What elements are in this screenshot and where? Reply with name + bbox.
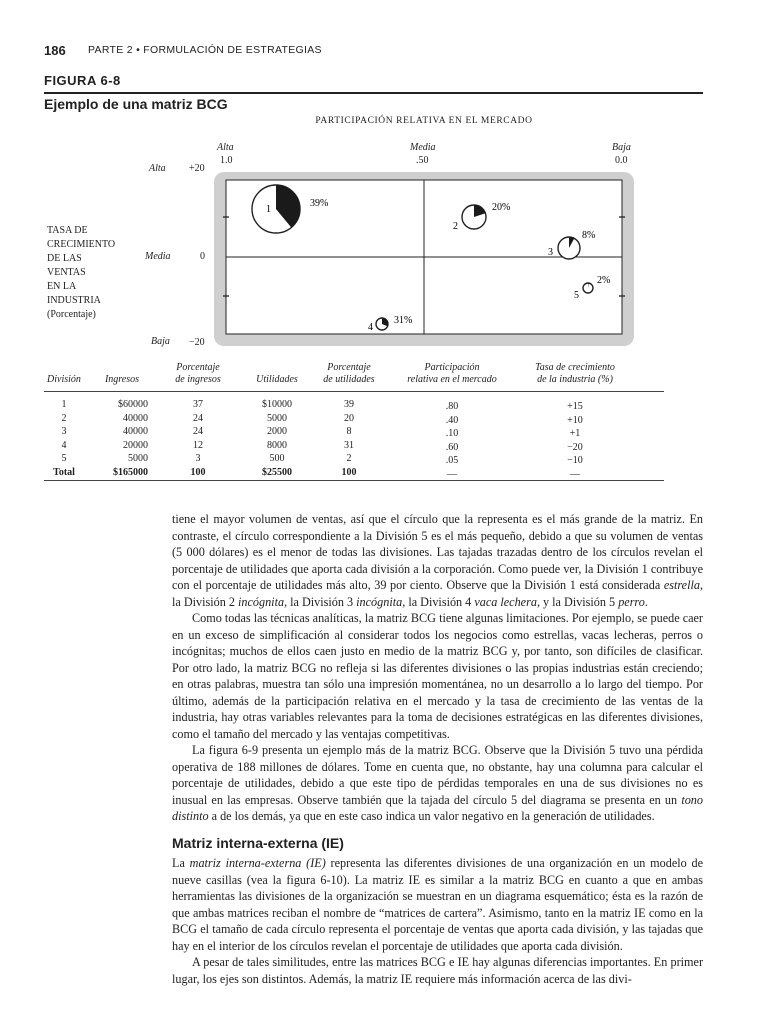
header-line: de ingresos — [175, 374, 221, 385]
division-id-label: 2 — [453, 221, 458, 232]
division-id-label: 4 — [368, 322, 373, 333]
table-cell: +10 — [567, 414, 583, 426]
term-incognita: incógnita — [356, 594, 403, 609]
table-total-cell: 100 — [341, 466, 357, 478]
page-number: 186 — [44, 43, 66, 58]
division-table — [44, 358, 664, 483]
division-id-label: 1 — [266, 204, 271, 215]
profit-percent-label: 8% — [582, 230, 596, 241]
table-cell: $60000 — [118, 399, 148, 410]
term-estrella: estrella — [663, 578, 700, 592]
table-cell: 20000 — [123, 439, 148, 451]
table-total-cell: 100 — [190, 466, 206, 478]
header-pct-ingresos — [156, 362, 240, 386]
y-axis-label — [47, 224, 115, 322]
bcg-matrix — [210, 168, 640, 350]
x-mark-media-name: Media — [410, 142, 436, 153]
column-participacion — [392, 400, 512, 481]
paragraph: A pesar de tales similitudes, entre las matrices BCG e IE hay algunas diferencias importantes. En primer lugar, los ejes son distintos. Además, la matriz IE requiere más información acerca de las divi- — [172, 955, 703, 986]
y-axis-label-line: DE LAS — [47, 253, 82, 264]
y-axis-label-line: CRECIMIENTO — [47, 239, 116, 250]
header-line: de utilidades — [323, 374, 375, 385]
table-cell: $10000 — [262, 399, 292, 410]
profit-percent-label: 31% — [394, 315, 413, 326]
table-total-cell: $25500 — [262, 466, 292, 478]
y-mark-alta-name: Alta — [149, 163, 166, 174]
header-line: Participación — [424, 362, 480, 373]
running-head: PARTE 2 • FORMULACIÓN DE ESTRATEGIAS — [88, 44, 322, 56]
table-cell: 8 — [346, 426, 352, 437]
table-cell: .10 — [445, 428, 459, 439]
column-utilidades — [244, 398, 310, 479]
table-cell: 24 — [193, 412, 203, 424]
y-mark-media-value: 0 — [200, 251, 205, 262]
table-cell: 8000 — [267, 439, 287, 451]
header-pct-utilidades — [314, 362, 384, 386]
header-tasa — [522, 362, 628, 386]
column-division — [44, 398, 84, 479]
table-cell: .80 — [445, 401, 459, 412]
paragraph: La figura 6-9 presenta un ejemplo más de la matriz BCG. Observe que la División 5 tuvo una pérdida operativa de 188 millones de dólares. Tome en cuenta que, no obstante, hay una columna para calcular el porcentaje de utilidades, debido a que este tipo de pérdidas temporales en una de sus divisiones no es inusual en las empresas. Observe también que la tajada del círculo 5 del diagrama se presenta en un tono distinto a de los demás, ya que en este caso indica un valor negativo en la generación de utilidades. — [172, 743, 703, 823]
x-mark-media-value: .50 — [416, 155, 429, 166]
table-cell: 20 — [344, 412, 354, 424]
table-cell: 39 — [344, 399, 354, 410]
figure-rule — [44, 92, 703, 94]
term-vaca-lechera: vaca lechera — [474, 594, 537, 609]
table-cell: 3 — [195, 453, 201, 464]
term-matriz-ie: matriz interna-externa (IE) — [189, 856, 326, 870]
header-line: Porcentaje — [176, 362, 220, 373]
section-heading: Matriz interna-externa (IE) — [172, 834, 344, 851]
table-cell: 2000 — [267, 426, 287, 437]
column-pct-ingresos — [156, 398, 240, 479]
column-ingresos — [96, 398, 148, 479]
table-cell: 500 — [269, 453, 285, 464]
figure-title: Ejemplo de una matriz BCG — [44, 96, 228, 112]
table-cell: 12 — [193, 439, 203, 451]
y-mark-baja-value: −20 — [189, 337, 205, 348]
table-cell: 37 — [193, 399, 203, 410]
y-mark-alta-value: +20 — [189, 163, 205, 174]
paragraph: tiene el mayor volumen de ventas, así que el círculo que la representa es el más grande de la matriz. En contraste, el círculo correspondiente a la División 5 es el más pequeño, debido a que su volumen de ventas (5 000 dólares) es el menor de todas las divisiones. Las tajadas trazadas dentro de los círculos revelan el porcentaje de utilidades que aporta cada división a la corporación. Como puede ver, la División 1 contribuye con el porcentaje de utilidades más alto, 39 por ciento. Observe que la División 1 está considerada estrella, la División 2 incógnita, la División 3 incógnita, la División 4 vaca lechera, y la División 5 perro. — [172, 512, 703, 609]
x-mark-baja-name: Baja — [612, 142, 631, 153]
paragraph: La matriz interna-externa (IE) representa las diferentes divisiones de una organización en un modelo de nueve casillas (vea la figura 6-10). La matriz IE es similar a la matriz BCG en cuanto a que en ambas herramientas las divisiones de la organización se muestran en un diagrama esquemático; ésta es la razón de que ambas matrices reciban el nombre de “matrices de cartera”. Asimismo, tanto en la matriz IE como en la BCG el tamaño de cada círculo representa el porcentaje de ventas que aporta cada división, y las tajadas que hay en el interior de los círculos revelan el porcentaje de utilidades que aporta cada división. — [172, 856, 703, 953]
y-mark-baja-name: Baja — [151, 336, 170, 347]
term-tono-distinto: tono distinto — [172, 792, 703, 823]
table-total-cell: Total — [53, 466, 75, 478]
table-cell: 40000 — [123, 426, 148, 437]
table-total-cell: — — [447, 468, 457, 480]
x-axis-title: PARTICIPACIÓN RELATIVA EN EL MERCADO — [315, 116, 533, 126]
table-cell: 40000 — [123, 412, 148, 424]
column-tasa — [522, 400, 628, 481]
term-perro: perro — [618, 594, 645, 609]
table-cell: 1 — [61, 399, 67, 410]
header-line: de la industria (%) — [537, 374, 613, 385]
header-line: Tasa de crecimiento — [535, 362, 615, 373]
paragraph: Como todas las técnicas analíticas, la matriz BCG tiene algunas limitaciones. Por ejemplo, se puede caer en un exceso de simplificación al considerar todos los negocios como estrellas, vacas lecheras, perros o incógnitas; muchos de ellos caen justo en medio de la matriz BCG y, por tanto, son difíciles de clasificar. Por otro lado, la matriz BCG no refleja si las diferentes divisiones o las propias industrias están creciendo; en otras palabras, muestra tan sólo una impresión momentánea, no un desarrollo a lo largo del tiempo. Por último, además de la participación relativa en el mercado y la tasa de crecimiento de las ventas de la industria, hay otras variables relevantes para la toma de decisiones estratégicas en las diferentes divisiones, como el tamaño del mercado y las ventajas competitivas. — [172, 611, 703, 741]
division-id-label: 5 — [574, 290, 579, 301]
profit-percent-label: 20% — [492, 202, 511, 213]
figure-label: FIGURA 6-8 — [44, 73, 121, 88]
profit-percent-label: 39% — [310, 198, 329, 209]
header-division: División — [47, 374, 81, 385]
table-total-cell: — — [570, 468, 580, 480]
table-cell: .40 — [445, 414, 459, 426]
y-axis-label-line: (Porcentaje) — [47, 309, 96, 320]
header-line: relativa en el mercado — [407, 374, 497, 385]
table-cell: .05 — [445, 455, 459, 466]
header-utilidades: Utilidades — [256, 374, 298, 385]
table-cell: 2 — [346, 453, 352, 464]
profit-percent-label: 2% — [597, 275, 611, 286]
x-mark-alta-name: Alta — [217, 142, 234, 153]
table-header-rule — [44, 391, 664, 392]
table-cell: 5 — [61, 453, 67, 464]
table-bottom-rule — [44, 480, 664, 481]
y-axis-label-line: EN LA — [47, 281, 77, 292]
table-cell: +15 — [567, 401, 583, 412]
column-pct-utilidades — [314, 398, 384, 479]
table-cell: 3 — [61, 426, 67, 437]
y-axis-label-line: TASA DE — [47, 225, 88, 236]
table-cell: −20 — [567, 441, 583, 453]
header-participacion — [392, 362, 512, 386]
table-total-cell: $165000 — [113, 466, 148, 478]
body-text — [172, 511, 703, 987]
table-cell: 24 — [193, 426, 203, 437]
term-incognita: incógnita — [238, 594, 285, 609]
table-cell: 31 — [344, 439, 354, 451]
header-line: Porcentaje — [327, 362, 371, 373]
table-cell: 5000 — [267, 412, 287, 424]
table-cell: 4 — [61, 439, 67, 451]
table-cell: 2 — [61, 412, 67, 424]
y-axis-label-line: VENTAS — [47, 267, 86, 278]
table-cell: .60 — [445, 441, 459, 453]
header-ingresos: Ingresos — [104, 374, 140, 385]
y-axis-label-line: INDUSTRIA — [47, 295, 101, 306]
y-mark-media-name: Media — [145, 251, 171, 262]
table-cell: −10 — [567, 455, 583, 466]
x-mark-baja-value: 0.0 — [615, 155, 628, 166]
x-mark-alta-value: 1.0 — [220, 155, 233, 166]
table-cell: +1 — [569, 428, 581, 439]
division-id-label: 3 — [548, 247, 553, 258]
table-cell: 5000 — [128, 453, 148, 464]
